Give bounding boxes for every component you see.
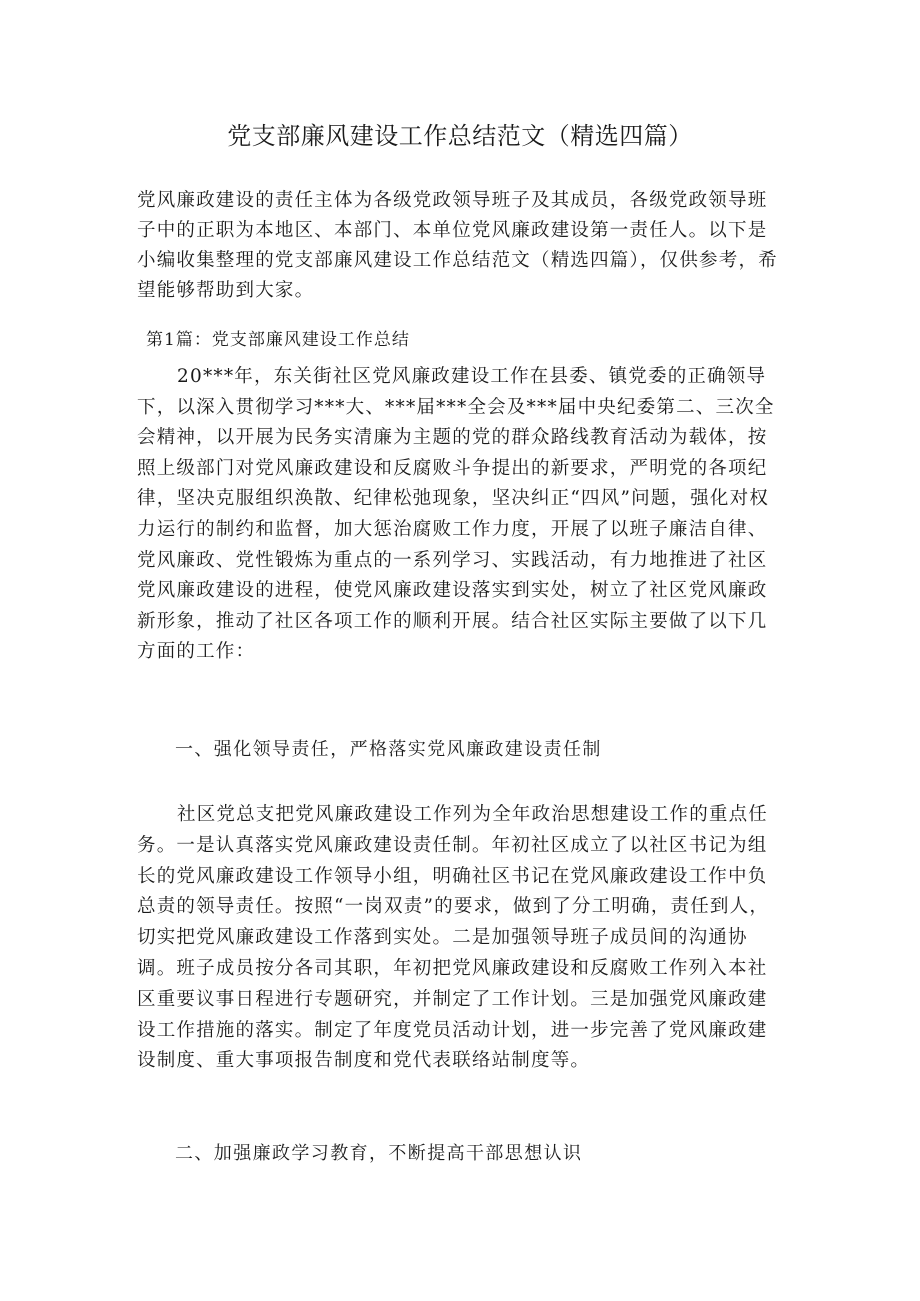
- section-heading-1: 一、强化领导责任，严格落实党风廉政建设责任制: [175, 739, 602, 760]
- section-heading-2: 二、加强廉政学习教育，不断提高干部思想认识: [175, 1143, 583, 1164]
- intro-paragraph: 党风廉政建设的责任主体为各级党政领导班子及其成员，各级党政领导班子中的正职为本地区、本部门、本单位党风廉政建设第一责任人。以下是小编收集整理的党支部廉风建设工作总结范文（精选四篇），仅供参考，希望能够帮助到大家。: [137, 190, 778, 301]
- article-1-paragraph-1: 20***年，东关街社区党风廉政建设工作在县委、镇党委的正确领导下，以深入贯彻学习***大、***届***全会及***届中央纪委第二、三次全会精神，以开展为民务实清廉为主题的党的群众路线教育活动为载体，按照上级部门对党风廉政建设和反腐败斗争提出的新要求，严明党的各项纪律，坚决克服组织涣散、纪律松弛现象，坚决纠正“四风”问题，强化对权力运行的制约和监督，加大惩治腐败工作力度，开展了以班子廉洁自律、党风廉政、党性锻炼为重点的一系列学习、实践活动，有力地推进了社区党风廉政建设的进程，使党风廉政建设落实到实处，树立了社区党风廉政新形象，推动了社区各项工作的顺利开展。结合社区实际主要做了以下几方面的工作：: [137, 366, 775, 663]
- document-title: 党支部廉风建设工作总结范文（精选四篇）: [227, 122, 693, 150]
- section-1-paragraph: 社区党总支把党风廉政建设工作列为全年政治思想建设工作的重点任务。一是认真落实党风廉政建设责任制。年初社区成立了以社区书记为组长的党风廉政建设工作领导小组，明确社区书记在党风廉政建设工作中负总责的领导责任。按照“一岗双责”的要求，做到了分工明确，责任到人，切实把党风廉政建设工作落到实处。二是加强领导班子成员间的沟通协调。班子成员按分各司其职，年初把党风廉政建设和反腐败工作列入本社区重要议事日程进行专题研究，并制定了工作计划。三是加强党风廉政建设工作措施的落实。制定了年度党员活动计划，进一步完善了党风廉政建设制度、重大事项报告制度和党代表联络站制度等。: [137, 804, 770, 1072]
- article-1-title: 第1篇：党支部廉风建设工作总结: [146, 330, 410, 350]
